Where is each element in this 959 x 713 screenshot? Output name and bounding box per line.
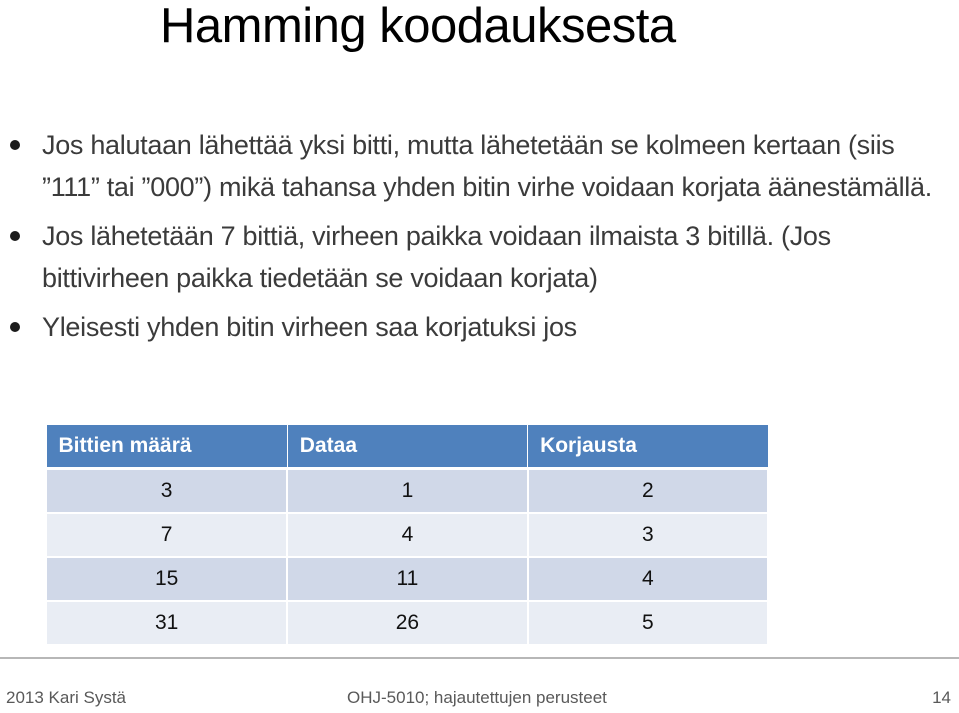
footer-author: 2013 Kari Systä [6,688,127,707]
header-korjausta: Korjausta [528,425,768,469]
bullet-item [0,124,959,208]
footer-page-number: 14 [932,688,951,707]
bullet-item [0,306,959,348]
header-dataa: Dataa [287,425,527,469]
table-cell: 1 [287,469,527,514]
bullet-text: Jos halutaan lähettää yksi bitti, mutta lähetetään se kolmeen kertaan (siis ”111” tai ”000”) mikä tahansa yhden bitin virhe voidaan korjata äänestämällä. [42,130,932,202]
table-cell: 11 [287,557,527,601]
header-bittien-maara: Bittien määrä [46,425,287,469]
table-row [46,469,768,514]
table-row [46,557,768,601]
bullet-dot-icon [10,140,20,150]
bullet-text: Jos lähetetään 7 bittiä, virheen paikka voidaan ilmaista 3 bitillä. (Jos bittivirheen paikka tiedetään se voidaan korjata) [42,221,831,293]
table-cell: 4 [287,513,527,557]
bullet-list [0,124,959,355]
table-cell: 31 [46,601,287,645]
table-row [46,601,768,645]
table-cell: 7 [46,513,287,557]
table-cell: 3 [46,469,287,514]
table-cell: 26 [287,601,527,645]
bullet-text: Yleisesti yhden bitin virheen saa korjatuksi jos [42,312,577,342]
hamming-table [45,424,769,646]
table-cell: 2 [528,469,768,514]
bullet-item [0,215,959,299]
table-header-row [46,425,768,469]
table-cell: 3 [528,513,768,557]
footer-divider [0,657,959,659]
table-cell: 5 [528,601,768,645]
footer-course: OHJ-5010; hajautettujen perusteet [347,688,607,707]
table-cell: 4 [528,557,768,601]
bullet-dot-icon [10,231,20,241]
bullet-dot-icon [10,322,20,332]
slide-title: Hamming koodauksesta [160,0,676,53]
table-row [46,513,768,557]
table-cell: 15 [46,557,287,601]
